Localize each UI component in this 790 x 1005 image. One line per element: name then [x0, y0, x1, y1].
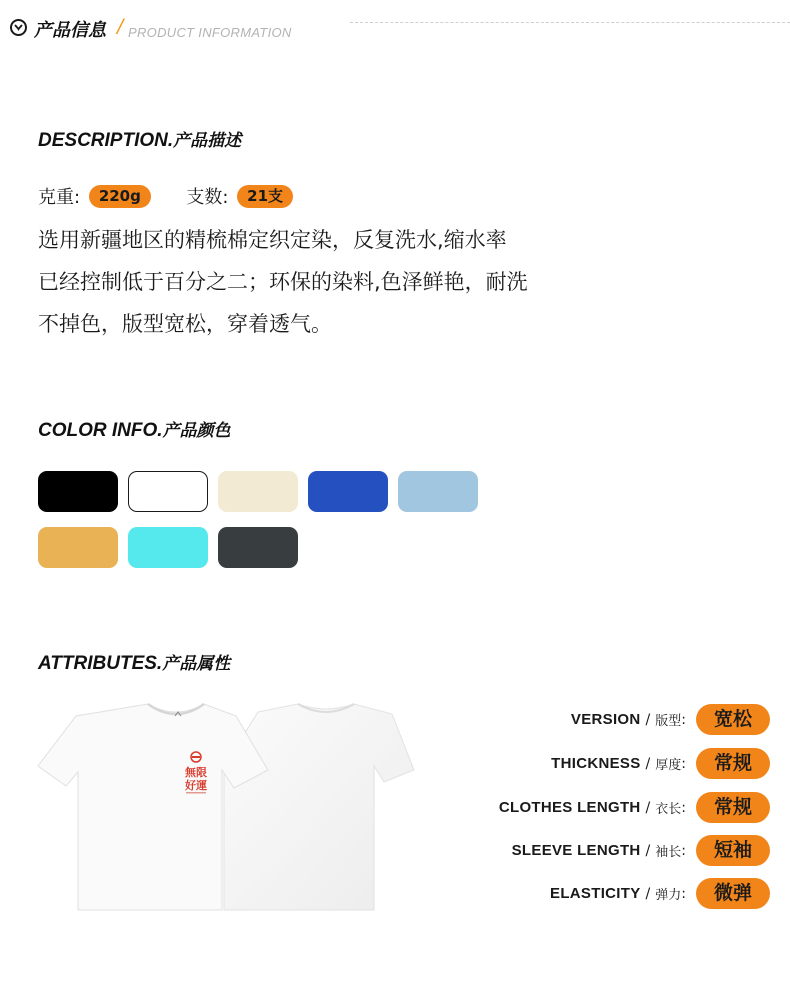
description-title-en: DESCRIPTION. — [38, 130, 174, 151]
color-swatch-mustard[interactable] — [38, 527, 118, 568]
weight-label: 克重: — [38, 187, 81, 208]
attribute-row-sleeve-length: SLEEVE LENGTH / 袖长: 短袖 — [512, 835, 770, 867]
attribute-label: SLEEVE LENGTH — [511, 842, 641, 859]
tshirt-back — [224, 704, 414, 910]
header-title: 产品信息 — [34, 20, 106, 41]
description-title-cn: 产品描述 — [173, 131, 242, 151]
attribute-row-version: VERSION / 版型: 宽松 — [571, 704, 770, 736]
header-subtitle: PRODUCT INFORMATION — [128, 25, 292, 40]
header-slash: / — [117, 15, 124, 37]
color-swatch-black[interactable] — [38, 471, 118, 512]
attribute-label-cn: 厚度 — [655, 758, 682, 773]
attribute-row-clothes-length: CLOTHES LENGTH / 衣长: 常规 — [499, 792, 770, 824]
attribute-value-badge: 常规 — [696, 748, 770, 779]
color-title — [38, 416, 231, 442]
attributes-title-cn: 产品属性 — [162, 654, 231, 674]
chevron-down-circle-icon — [10, 19, 27, 36]
attribute-label: ELASTICITY — [550, 885, 641, 902]
attributes-title — [38, 649, 230, 675]
tshirt-logo-text: 好運 — [185, 779, 207, 792]
tshirt-image — [36, 700, 416, 915]
weight-badge: 220g — [89, 185, 151, 208]
section-header — [10, 14, 785, 44]
color-swatch-light-blue[interactable] — [398, 471, 478, 512]
color-swatch-charcoal[interactable] — [218, 527, 298, 568]
attribute-label-cn: 衣长 — [655, 802, 682, 817]
dashed-divider — [350, 22, 790, 23]
attributes-title-en: ATTRIBUTES. — [38, 653, 163, 674]
attribute-label: THICKNESS — [551, 755, 641, 772]
description-title — [38, 126, 241, 152]
description-line: 选用新疆地区的精梳棉定织定染，反复洗水,缩水率 — [38, 228, 507, 252]
attribute-label: VERSION — [570, 711, 641, 728]
count-badge: 21支 — [237, 185, 293, 208]
color-swatch-white[interactable] — [128, 471, 208, 512]
color-swatch-cream[interactable] — [218, 471, 298, 512]
tshirt-logo-text: 無限 — [185, 766, 207, 779]
attribute-label-cn: 弹力 — [655, 888, 682, 903]
description-text — [38, 219, 638, 345]
attribute-row-elasticity: ELASTICITY / 弹力: 微弹 — [550, 878, 770, 910]
spec-row — [38, 183, 293, 209]
attribute-label-cn: 版型 — [655, 714, 682, 729]
color-swatch-cyan[interactable] — [128, 527, 208, 568]
attribute-row-thickness: THICKNESS / 厚度: 常规 — [551, 748, 770, 780]
color-title-en: COLOR INFO. — [38, 420, 163, 441]
attribute-value-badge: 短袖 — [696, 835, 770, 866]
attribute-value-badge: 微弹 — [696, 878, 770, 909]
attribute-label: CLOTHES LENGTH — [498, 799, 641, 816]
tshirt-illustration — [36, 700, 416, 915]
color-swatch-blue[interactable] — [308, 471, 388, 512]
description-line: 已经控制低于百分之二；环保的染料,色泽鲜艳，耐洗 — [38, 270, 528, 294]
attribute-value-badge: 常规 — [696, 792, 770, 823]
attribute-label-cn: 袖长 — [655, 845, 682, 860]
count-label: 支数: — [186, 187, 229, 208]
description-line: 不掉色，版型宽松，穿着透气。 — [38, 312, 332, 336]
color-title-cn: 产品颜色 — [162, 421, 231, 441]
attribute-value-badge: 宽松 — [696, 704, 770, 735]
